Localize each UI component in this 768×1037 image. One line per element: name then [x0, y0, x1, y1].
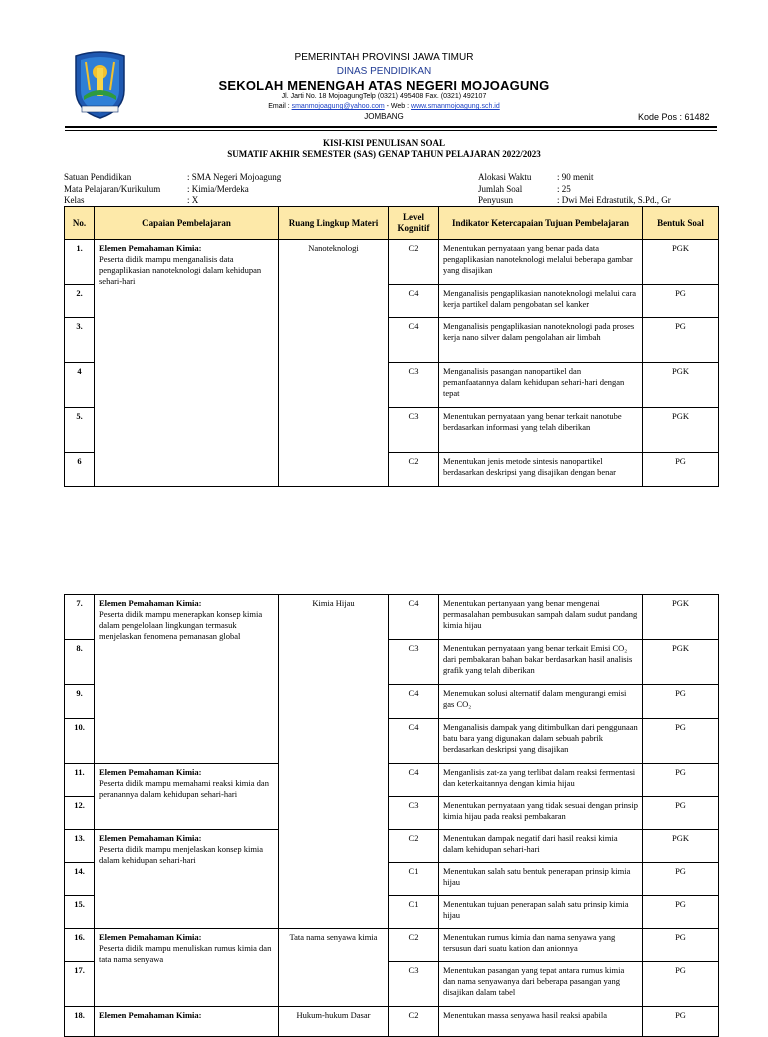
- row-no: 4: [65, 363, 95, 408]
- row-indikator: Menganalisis pasangan nanopartikel dan pemanfaatannya dalam kehidupan sehari-hari dengan tepat: [439, 363, 643, 408]
- header-bentuk: Bentuk Soal: [643, 207, 719, 240]
- row-indikator: Menganalisis pengaplikasian nanoteknologi pada proses kerja nano silver dalam pengolahan air limbah: [439, 318, 643, 363]
- row-level: C2: [389, 830, 439, 863]
- meta-jumlah-value: : 25: [557, 184, 571, 194]
- row-no: 1.: [65, 240, 95, 285]
- row-bentuk: PG: [643, 764, 719, 797]
- materi-cell-g2: Kimia Hijau: [279, 595, 389, 929]
- meta-satuan-label: Satuan Pendidikan: [64, 172, 132, 182]
- web-label: - Web :: [384, 103, 412, 110]
- table-row: [65, 1007, 719, 1037]
- row-level: C4: [389, 595, 439, 640]
- row-bentuk: PGK: [643, 408, 719, 453]
- postal-code: Kode Pos : 61482: [638, 112, 710, 122]
- web-link[interactable]: www.smanmojoagung.sch.id: [411, 103, 500, 110]
- capaian-cell-g1: [95, 240, 279, 487]
- header-school-name: SEKOLAH MENENGAH ATAS NEGERI MOJOAGUNG: [218, 78, 550, 93]
- row-no: 12.: [65, 797, 95, 830]
- capaian-title: Elemen Pemahaman Kimia:: [99, 833, 202, 843]
- row-level: C4: [389, 685, 439, 719]
- capaian-cell-g4: [95, 830, 279, 929]
- row-bentuk: PG: [643, 797, 719, 830]
- header-ruang-lingkup: Ruang Lingkup Materi: [279, 207, 389, 240]
- email-link[interactable]: smanmojoagung@yahoo.com: [291, 103, 385, 110]
- row-bentuk: PG: [643, 896, 719, 929]
- capaian-cell-g5: [95, 929, 279, 1007]
- row-indikator: Menganalisis pengaplikasian nanoteknologi melalui cara kerja partikel dalam pengobatan sel kanker: [439, 285, 643, 318]
- row-indikator: Menentukan tujuan penerapan salah satu prinsip kimia hijau: [439, 896, 643, 929]
- row-indikator: Menentukan rumus kimia dan nama senyawa yang tersusun dari suatu kation dan anionnya: [439, 929, 643, 962]
- capaian-text: Peserta didik mampu menjelaskan konsep kimia dalam kehidupan sehari-hari: [99, 844, 264, 865]
- header-government: PEMERINTAH PROVINSI JAWA TIMUR: [294, 52, 474, 63]
- row-bentuk: PG: [643, 453, 719, 487]
- meta-alokasi-label: Alokasi Waktu: [478, 172, 532, 182]
- row-indikator: Menentukan pernyataan yang tidak sesuai dengan prinsip kimia hijau pada reaksi pembakaran: [439, 797, 643, 830]
- row-level: C4: [389, 764, 439, 797]
- row-no: 2.: [65, 285, 95, 318]
- row-bentuk: PGK: [643, 363, 719, 408]
- row-no: 14.: [65, 863, 95, 896]
- row-no: 3.: [65, 318, 95, 363]
- row-indikator: Menganlisis zat-za yang terlibat dalam reaksi fermentasi dan keterkaitannya dengan kimia hijau: [439, 764, 643, 797]
- row-bentuk: PGK: [643, 240, 719, 285]
- meta-kelas-label: Kelas: [64, 195, 85, 205]
- row-indikator: Menentukan jenis metode sintesis nanopartikel berdasarkan deskripsi yang disajikan dengan benar: [439, 453, 643, 487]
- header-indikator: Indikator Ketercapaian Tujuan Pembelajaran: [439, 207, 643, 240]
- capaian-title: Elemen Pemahaman Kimia:: [99, 1010, 202, 1020]
- row-level: C4: [389, 318, 439, 363]
- row-no: 16.: [65, 929, 95, 962]
- meta-penyusun-value: : Dwi Mei Edrastutik, S.Pd., Gr: [557, 195, 671, 205]
- row-indikator: Menentukan dampak negatif dari hasil reaksi kimia dalam kehidupan sehari-hari: [439, 830, 643, 863]
- header-capaian: Capaian Pembelajaran: [95, 207, 279, 240]
- header-level: Level Kognitif: [389, 207, 439, 240]
- row-no: 18.: [65, 1007, 95, 1037]
- email-label: Email :: [268, 103, 292, 110]
- row-indikator: Menentukan pasangan yang tepat antara rumus kimia dan nama senyawanya dari beberapa pasangan yang disajikan dalam tabel: [439, 962, 643, 1007]
- header-contact: [0, 103, 768, 110]
- row-bentuk: PG: [643, 929, 719, 962]
- capaian-text: Peserta didik mampu menuliskan rumus kimia dan tata nama senyawa: [99, 943, 272, 964]
- capaian-text: Peserta didik mampu menerapkan konsep kimia dalam pengelolaan lingkungan termasuk menjelaskan fenomena pemanasan global: [99, 609, 263, 641]
- table-row: [65, 240, 719, 285]
- table-row: [65, 830, 719, 863]
- table-row: [65, 595, 719, 640]
- row-indikator: Menentukan pernyataan yang benar terkait nanotube berdasarkan informasi yang telah diberikan: [439, 408, 643, 453]
- row-level: C2: [389, 929, 439, 962]
- row-level: C1: [389, 896, 439, 929]
- table-row: [65, 929, 719, 962]
- capaian-cell-g2: [95, 595, 279, 764]
- row-no: 17.: [65, 962, 95, 1007]
- row-no: 15.: [65, 896, 95, 929]
- row-indikator: Menentukan pertanyaan yang benar mengenai permasalahan pembusukan sampah dalam sudut pandang kimia hijau: [439, 595, 643, 640]
- meta-jumlah-label: Jumlah Soal: [478, 184, 523, 194]
- meta-penyusun-label: Penyusun: [478, 195, 514, 205]
- header-no: No.: [65, 207, 95, 240]
- row-level: C1: [389, 863, 439, 896]
- row-level: C3: [389, 408, 439, 453]
- row-bentuk: PG: [643, 285, 719, 318]
- header-divider: [65, 126, 717, 128]
- row-indikator: Menentukan pernyataan yang benar pada data pengaplikasian nanoteknologi melalui beberapa gambar yang disajikan: [439, 240, 643, 285]
- capaian-title: Elemen Pemahaman Kimia:: [99, 598, 202, 608]
- row-bentuk: PG: [643, 318, 719, 363]
- row-bentuk: PG: [643, 719, 719, 764]
- kisi-kisi-table-page2: [64, 594, 719, 1037]
- row-level: C3: [389, 363, 439, 408]
- row-level: C4: [389, 285, 439, 318]
- capaian-text: Peserta didik mampu menganalisis data pengaplikasian nanoteknologi dalam kehidupan sehari-hari: [99, 254, 262, 286]
- document-subtitle: SUMATIF AKHIR SEMESTER (SAS) GENAP TAHUN PELAJARAN 2022/2023: [227, 149, 541, 159]
- row-level: C4: [389, 719, 439, 764]
- header-address: Jl. Jarti No. 18 MojoagungTelp (0321) 495408 Fax. (0321) 492107: [281, 93, 487, 100]
- header-divider-thin: [65, 130, 717, 131]
- table-row: [65, 764, 719, 797]
- header-city: JOMBANG: [364, 112, 404, 121]
- row-no: 13.: [65, 830, 95, 863]
- row-bentuk: PGK: [643, 595, 719, 640]
- materi-cell-g5: Tata nama senyawa kimia: [279, 929, 389, 1007]
- row-indikator: Menentukan massa senyawa hasil reaksi apabila: [439, 1007, 643, 1037]
- row-no: 10.: [65, 719, 95, 764]
- capaian-text: Peserta didik mampu memahami reaksi kimia dan peranannya dalam kehidupan sehari-hari: [99, 778, 269, 799]
- row-level: C3: [389, 797, 439, 830]
- meta-kelas-value: : X: [187, 195, 199, 205]
- materi-cell-g6: Hukum-hukum Dasar: [279, 1007, 389, 1037]
- row-no: 6: [65, 453, 95, 487]
- row-bentuk: PGK: [643, 830, 719, 863]
- row-bentuk: PG: [643, 863, 719, 896]
- row-level: C3: [389, 640, 439, 685]
- row-bentuk: PG: [643, 685, 719, 719]
- kisi-kisi-table-page1: [64, 206, 719, 487]
- meta-satuan-value: : SMA Negeri Mojoagung: [187, 172, 282, 182]
- row-indikator: Menentukan salah satu bentuk penerapan prinsip kimia hijau: [439, 863, 643, 896]
- header-department: DINAS PENDIDIKAN: [336, 66, 432, 77]
- row-bentuk: PGK: [643, 640, 719, 685]
- capaian-title: Elemen Pemahaman Kimia:: [99, 932, 202, 942]
- capaian-title: Elemen Pemahaman Kimia:: [99, 767, 202, 777]
- row-level: C3: [389, 962, 439, 1007]
- capaian-cell-g6: [95, 1007, 279, 1037]
- row-indikator: Menentukan pernyataan yang benar terkait Emisi CO₂ dari pembakaran bahan bakar berdasarkan hasil analisis grafik yang telah diberikan: [439, 640, 643, 685]
- row-no: 7.: [65, 595, 95, 640]
- row-indikator: Menemukan solusi alternatif dalam mengurangi emisi gas CO₂: [439, 685, 643, 719]
- meta-alokasi-value: : 90 menit: [557, 172, 594, 182]
- row-no: 5.: [65, 408, 95, 453]
- meta-mapel-value: : Kimia/Merdeka: [187, 184, 249, 194]
- row-no: 9.: [65, 685, 95, 719]
- row-no: 11.: [65, 764, 95, 797]
- row-level: C2: [389, 1007, 439, 1037]
- meta-mapel-label: Mata Pelajaran/Kurikulum: [64, 184, 161, 194]
- row-level: C2: [389, 453, 439, 487]
- document-title: KISI-KISI PENULISAN SOAL: [322, 138, 446, 148]
- capaian-title: Elemen Pemahaman Kimia:: [99, 243, 202, 253]
- row-level: C2: [389, 240, 439, 285]
- row-bentuk: PG: [643, 1007, 719, 1037]
- row-no: 8.: [65, 640, 95, 685]
- capaian-cell-g3: [95, 764, 279, 830]
- table-header-row: [65, 207, 719, 240]
- row-bentuk: PG: [643, 962, 719, 1007]
- row-indikator: Menganalisis dampak yang ditimbulkan dari penggunaan batu bara yang digunakan dalam sebuah pabrik berdasarkan deskripsi yang disajikan: [439, 719, 643, 764]
- materi-cell-g1: Nanoteknologi: [279, 240, 389, 487]
